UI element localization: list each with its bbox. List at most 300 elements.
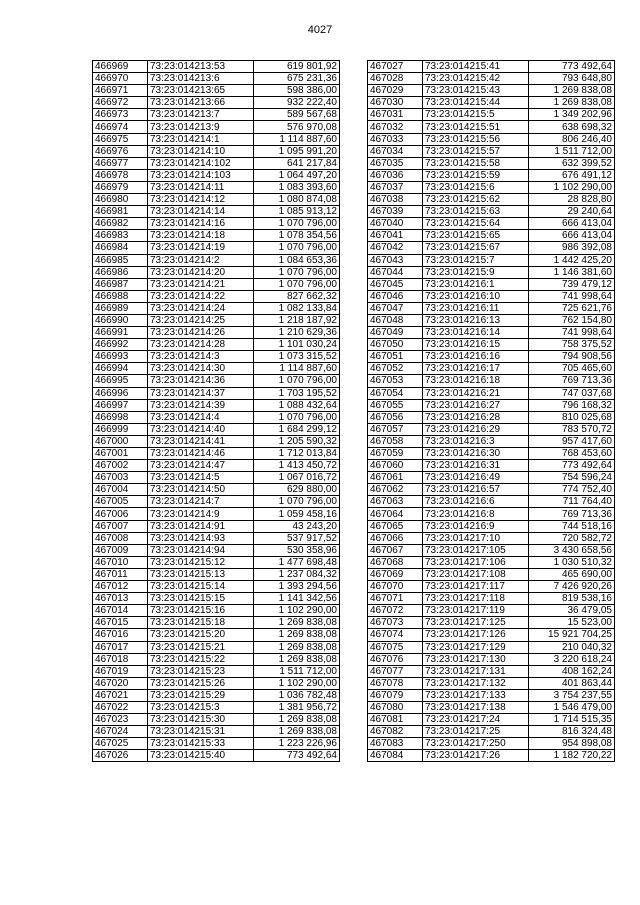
cadastral-number-cell: 73:23:014214:4 — [148, 411, 254, 423]
value-cell: 725 621,76 — [529, 302, 615, 314]
value-cell: 666 413,04 — [529, 230, 615, 242]
table-row — [93, 617, 340, 629]
table-row — [93, 85, 340, 97]
cadastral-number-cell: 73:23:014214:19 — [148, 242, 254, 254]
value-cell: 210 040,32 — [529, 641, 615, 653]
table-row — [93, 472, 340, 484]
cadastral-number-cell: 73:23:014213:9 — [148, 121, 254, 133]
row-number-cell: 467055 — [368, 399, 423, 411]
value-cell: 794 908,56 — [529, 351, 615, 363]
cadastral-number-cell: 73:23:014215:20 — [148, 629, 254, 641]
table-row — [368, 508, 615, 520]
cadastral-number-cell: 73:23:014214:46 — [148, 448, 254, 460]
row-number-cell: 467056 — [368, 411, 423, 423]
table-row — [368, 133, 615, 145]
value-cell: 1 141 342,56 — [254, 593, 340, 605]
cadastral-number-cell: 73:23:014216:10 — [423, 290, 529, 302]
row-number-cell: 466982 — [93, 218, 148, 230]
table-row — [368, 665, 615, 677]
cadastral-number-cell: 73:23:014217:130 — [423, 653, 529, 665]
table-row — [368, 520, 615, 532]
cadastral-number-cell: 73:23:014217:132 — [423, 677, 529, 689]
table-row — [368, 194, 615, 206]
table-row — [368, 375, 615, 387]
table-row — [93, 411, 340, 423]
table-row — [368, 556, 615, 568]
value-cell: 1 082 133,84 — [254, 302, 340, 314]
table-row — [93, 133, 340, 145]
cadastral-number-cell: 73:23:014214:93 — [148, 532, 254, 544]
table-row — [368, 472, 615, 484]
table-row — [93, 605, 340, 617]
value-cell: 530 358,96 — [254, 544, 340, 556]
table-row — [93, 375, 340, 387]
cadastral-number-cell: 73:23:014215:51 — [423, 121, 529, 133]
table-row — [93, 399, 340, 411]
row-number-cell: 467042 — [368, 242, 423, 254]
row-number-cell: 466973 — [93, 109, 148, 121]
table-row — [368, 750, 615, 762]
table-row — [93, 242, 340, 254]
row-number-cell: 466976 — [93, 145, 148, 157]
table-row — [368, 181, 615, 193]
value-cell: 7 426 920,26 — [529, 581, 615, 593]
cadastral-number-cell: 73:23:014215:23 — [148, 665, 254, 677]
cadastral-number-cell: 73:23:014216:6 — [423, 496, 529, 508]
row-number-cell: 466979 — [93, 181, 148, 193]
value-cell: 783 570,72 — [529, 423, 615, 435]
cadastral-number-cell: 73:23:014217:10 — [423, 532, 529, 544]
cadastral-number-cell: 73:23:014215:3 — [148, 701, 254, 713]
cadastral-number-cell: 73:23:014215:6 — [423, 181, 529, 193]
table-row — [93, 677, 340, 689]
table-row — [93, 484, 340, 496]
table-row — [93, 508, 340, 520]
cadastral-number-cell: 73:23:014215:59 — [423, 169, 529, 181]
cadastral-number-cell: 73:23:014215:62 — [423, 194, 529, 206]
cadastral-number-cell: 73:23:014214:36 — [148, 375, 254, 387]
value-cell: 465 690,00 — [529, 568, 615, 580]
table-row — [93, 97, 340, 109]
table-row — [93, 653, 340, 665]
cadastral-number-cell: 73:23:014216:3 — [423, 435, 529, 447]
row-number-cell: 467029 — [368, 85, 423, 97]
cadastral-number-cell: 73:23:014217:25 — [423, 726, 529, 738]
cadastral-number-cell: 73:23:014215:29 — [148, 689, 254, 701]
cadastral-number-cell: 73:23:014214:5 — [148, 472, 254, 484]
cadastral-number-cell: 73:23:014214:12 — [148, 194, 254, 206]
value-cell: 1 714 515,35 — [529, 714, 615, 726]
row-number-cell: 466980 — [93, 194, 148, 206]
value-cell: 598 386,00 — [254, 85, 340, 97]
cadastral-number-cell: 73:23:014214:7 — [148, 496, 254, 508]
table-row — [368, 278, 615, 290]
row-number-cell: 467052 — [368, 363, 423, 375]
row-number-cell: 467009 — [93, 544, 148, 556]
table-row — [368, 157, 615, 169]
value-cell: 1 070 796,00 — [254, 496, 340, 508]
cadastral-number-cell: 73:23:014215:12 — [148, 556, 254, 568]
value-cell: 29 240,64 — [529, 206, 615, 218]
cadastral-number-cell: 73:23:014214:11 — [148, 181, 254, 193]
table-row — [368, 605, 615, 617]
value-cell: 774 752,40 — [529, 484, 615, 496]
value-cell: 1 413 450,72 — [254, 460, 340, 472]
table-row — [368, 218, 615, 230]
row-number-cell: 467023 — [93, 714, 148, 726]
table-row — [368, 266, 615, 278]
value-cell: 1 102 290,00 — [254, 605, 340, 617]
row-number-cell: 466974 — [93, 121, 148, 133]
value-cell: 1 269 838,08 — [254, 653, 340, 665]
table-row — [368, 677, 615, 689]
value-cell: 1 070 796,00 — [254, 411, 340, 423]
cadastral-number-cell: 73:23:014214:21 — [148, 278, 254, 290]
table-row — [93, 181, 340, 193]
value-cell: 827 662,32 — [254, 290, 340, 302]
table-row — [368, 314, 615, 326]
row-number-cell: 466996 — [93, 387, 148, 399]
cadastral-number-cell: 73:23:014215:22 — [148, 653, 254, 665]
row-number-cell: 467057 — [368, 423, 423, 435]
row-number-cell: 467049 — [368, 327, 423, 339]
table-row — [93, 254, 340, 266]
row-number-cell: 467003 — [93, 472, 148, 484]
value-cell: 1 223 226,96 — [254, 738, 340, 750]
row-number-cell: 467004 — [93, 484, 148, 496]
table-row — [93, 435, 340, 447]
row-number-cell: 467066 — [368, 532, 423, 544]
row-number-cell: 467067 — [368, 544, 423, 556]
value-cell: 1 085 913,12 — [254, 206, 340, 218]
table-row — [368, 169, 615, 181]
row-number-cell: 467076 — [368, 653, 423, 665]
row-number-cell: 466983 — [93, 230, 148, 242]
table-row — [93, 629, 340, 641]
value-cell: 1 073 315,52 — [254, 351, 340, 363]
value-cell: 1 218 187,92 — [254, 314, 340, 326]
row-number-cell: 466991 — [93, 327, 148, 339]
table-row — [93, 581, 340, 593]
value-cell: 1 070 796,00 — [254, 375, 340, 387]
row-number-cell: 467036 — [368, 169, 423, 181]
value-cell: 819 538,16 — [529, 593, 615, 605]
cadastral-number-cell: 73:23:014214:30 — [148, 363, 254, 375]
table-row — [368, 689, 615, 701]
table-row — [368, 61, 615, 73]
value-cell: 1 703 195,52 — [254, 387, 340, 399]
row-number-cell: 466978 — [93, 169, 148, 181]
value-cell: 754 596,24 — [529, 472, 615, 484]
value-cell: 15 921 704,25 — [529, 629, 615, 641]
cadastral-number-cell: 73:23:014216:1 — [423, 278, 529, 290]
row-number-cell: 466977 — [93, 157, 148, 169]
table-row — [93, 532, 340, 544]
cadastral-number-cell: 73:23:014216:16 — [423, 351, 529, 363]
cadastral-number-cell: 73:23:014215:57 — [423, 145, 529, 157]
table-row — [368, 206, 615, 218]
row-number-cell: 467071 — [368, 593, 423, 605]
value-cell: 3 220 618,24 — [529, 653, 615, 665]
cadastral-number-cell: 73:23:014214:26 — [148, 327, 254, 339]
row-number-cell: 466990 — [93, 314, 148, 326]
row-number-cell: 467070 — [368, 581, 423, 593]
cadastral-number-cell: 73:23:014215:58 — [423, 157, 529, 169]
value-cell: 619 801,92 — [254, 61, 340, 73]
row-number-cell: 467062 — [368, 484, 423, 496]
cadastral-number-cell: 73:23:014214:40 — [148, 423, 254, 435]
row-number-cell: 467030 — [368, 97, 423, 109]
cadastral-number-cell: 73:23:014214:3 — [148, 351, 254, 363]
table-row — [93, 714, 340, 726]
row-number-cell: 467074 — [368, 629, 423, 641]
cadastral-number-cell: 73:23:014214:14 — [148, 206, 254, 218]
cadastral-number-cell: 73:23:014215:9 — [423, 266, 529, 278]
table-row — [368, 460, 615, 472]
table-row — [93, 701, 340, 713]
cadastral-number-cell: 73:23:014214:102 — [148, 157, 254, 169]
cadastral-number-cell: 73:23:014215:67 — [423, 242, 529, 254]
value-cell: 1 269 838,08 — [529, 97, 615, 109]
cadastral-number-cell: 73:23:014216:9 — [423, 520, 529, 532]
row-number-cell: 466970 — [93, 73, 148, 85]
row-number-cell: 467048 — [368, 314, 423, 326]
value-cell: 932 222,40 — [254, 97, 340, 109]
value-cell: 1 070 796,00 — [254, 278, 340, 290]
row-number-cell: 467008 — [93, 532, 148, 544]
value-cell: 1 070 796,00 — [254, 218, 340, 230]
table-row — [368, 254, 615, 266]
cadastral-number-cell: 73:23:014214:16 — [148, 218, 254, 230]
row-number-cell: 467079 — [368, 689, 423, 701]
row-number-cell: 467080 — [368, 701, 423, 713]
cadastral-number-cell: 73:23:014217:118 — [423, 593, 529, 605]
cadastral-number-cell: 73:23:014216:27 — [423, 399, 529, 411]
value-cell: 1 182 720,22 — [529, 750, 615, 762]
cadastral-number-cell: 73:23:014217:119 — [423, 605, 529, 617]
value-cell: 816 324,48 — [529, 726, 615, 738]
value-cell: 15 523,00 — [529, 617, 615, 629]
value-cell: 1 511 712,00 — [529, 145, 615, 157]
row-number-cell: 467025 — [93, 738, 148, 750]
table-row — [368, 532, 615, 544]
table-row — [93, 194, 340, 206]
value-cell: 36 479,05 — [529, 605, 615, 617]
cadastral-number-cell: 73:23:014214:47 — [148, 460, 254, 472]
value-cell: 1 393 294,56 — [254, 581, 340, 593]
value-cell: 1 070 796,00 — [254, 242, 340, 254]
row-number-cell: 466972 — [93, 97, 148, 109]
row-number-cell: 466994 — [93, 363, 148, 375]
cadastral-number-cell: 73:23:014214:91 — [148, 520, 254, 532]
cadastral-number-cell: 73:23:014215:26 — [148, 677, 254, 689]
value-cell: 741 998,64 — [529, 327, 615, 339]
value-cell: 1 237 084,32 — [254, 568, 340, 580]
value-cell: 1 381 956,72 — [254, 701, 340, 713]
table-row — [368, 339, 615, 351]
table-row — [368, 351, 615, 363]
row-number-cell: 466986 — [93, 266, 148, 278]
value-cell: 773 492,64 — [529, 61, 615, 73]
value-cell: 666 413,04 — [529, 218, 615, 230]
value-cell: 537 917,52 — [254, 532, 340, 544]
value-cell: 1 084 653,36 — [254, 254, 340, 266]
row-number-cell: 467012 — [93, 581, 148, 593]
table-row — [368, 302, 615, 314]
cadastral-number-cell: 73:23:014213:66 — [148, 97, 254, 109]
table-row — [368, 617, 615, 629]
table-row — [93, 73, 340, 85]
row-number-cell: 467024 — [93, 726, 148, 738]
cadastral-number-cell: 73:23:014215:64 — [423, 218, 529, 230]
row-number-cell: 467021 — [93, 689, 148, 701]
cadastral-number-cell: 73:23:014216:14 — [423, 327, 529, 339]
value-cell: 1 269 838,08 — [254, 714, 340, 726]
value-cell: 1 477 698,48 — [254, 556, 340, 568]
table-row — [93, 448, 340, 460]
table-row — [368, 387, 615, 399]
row-number-cell: 467001 — [93, 448, 148, 460]
table-row — [93, 327, 340, 339]
table-row — [93, 266, 340, 278]
value-cell: 1 269 838,08 — [254, 641, 340, 653]
cadastral-number-cell: 73:23:014213:65 — [148, 85, 254, 97]
table-row — [368, 145, 615, 157]
row-number-cell: 467028 — [368, 73, 423, 85]
row-number-cell: 466993 — [93, 351, 148, 363]
right-table-body — [368, 61, 615, 762]
value-cell: 705 465,60 — [529, 363, 615, 375]
value-cell: 1 030 510,32 — [529, 556, 615, 568]
cadastral-number-cell: 73:23:014217:133 — [423, 689, 529, 701]
cadastral-number-cell: 73:23:014215:43 — [423, 85, 529, 97]
cadastral-number-cell: 73:23:014214:25 — [148, 314, 254, 326]
row-number-cell: 466997 — [93, 399, 148, 411]
row-number-cell: 467068 — [368, 556, 423, 568]
row-number-cell: 466975 — [93, 133, 148, 145]
left-register-table — [92, 60, 340, 762]
table-row — [368, 653, 615, 665]
table-row — [368, 484, 615, 496]
cadastral-number-cell: 73:23:014215:31 — [148, 726, 254, 738]
row-number-cell: 467044 — [368, 266, 423, 278]
cadastral-number-cell: 73:23:014217:126 — [423, 629, 529, 641]
cadastral-number-cell: 73:23:014217:131 — [423, 665, 529, 677]
row-number-cell: 467032 — [368, 121, 423, 133]
row-number-cell: 467002 — [93, 460, 148, 472]
value-cell: 401 863,44 — [529, 677, 615, 689]
cadastral-number-cell: 73:23:014215:18 — [148, 617, 254, 629]
row-number-cell: 467039 — [368, 206, 423, 218]
cadastral-number-cell: 73:23:014214:39 — [148, 399, 254, 411]
value-cell: 773 492,64 — [254, 750, 340, 762]
cadastral-number-cell: 73:23:014214:18 — [148, 230, 254, 242]
value-cell: 1 102 290,00 — [254, 677, 340, 689]
value-cell: 768 453,60 — [529, 448, 615, 460]
row-number-cell: 466992 — [93, 339, 148, 351]
value-cell: 769 713,36 — [529, 508, 615, 520]
table-row — [93, 738, 340, 750]
row-number-cell: 467054 — [368, 387, 423, 399]
value-cell: 741 998,64 — [529, 290, 615, 302]
row-number-cell: 467027 — [368, 61, 423, 73]
value-cell: 1 146 381,60 — [529, 266, 615, 278]
row-number-cell: 466995 — [93, 375, 148, 387]
value-cell: 1 095 991,20 — [254, 145, 340, 157]
table-row — [368, 544, 615, 556]
table-row — [368, 581, 615, 593]
value-cell: 762 154,80 — [529, 314, 615, 326]
value-cell: 1 442 425,20 — [529, 254, 615, 266]
table-row — [93, 157, 340, 169]
cadastral-number-cell: 73:23:014215:5 — [423, 109, 529, 121]
row-number-cell: 467060 — [368, 460, 423, 472]
value-cell: 676 491,12 — [529, 169, 615, 181]
value-cell: 1 269 838,08 — [529, 85, 615, 97]
row-number-cell: 467046 — [368, 290, 423, 302]
table-row — [368, 568, 615, 580]
cadastral-number-cell: 73:23:014215:14 — [148, 581, 254, 593]
value-cell: 1 059 458,16 — [254, 508, 340, 520]
value-cell: 576 970,08 — [254, 121, 340, 133]
cadastral-number-cell: 73:23:014217:125 — [423, 617, 529, 629]
row-number-cell: 467015 — [93, 617, 148, 629]
table-row — [93, 206, 340, 218]
cadastral-number-cell: 73:23:014215:15 — [148, 593, 254, 605]
table-row — [93, 460, 340, 472]
value-cell: 720 582,72 — [529, 532, 615, 544]
value-cell: 3 430 658,56 — [529, 544, 615, 556]
value-cell: 408 162,24 — [529, 665, 615, 677]
table-row — [368, 363, 615, 375]
cadastral-number-cell: 73:23:014215:41 — [423, 61, 529, 73]
table-row — [368, 290, 615, 302]
cadastral-number-cell: 73:23:014214:94 — [148, 544, 254, 556]
row-number-cell: 467019 — [93, 665, 148, 677]
table-row — [368, 738, 615, 750]
value-cell: 1 684 299,12 — [254, 423, 340, 435]
cadastral-number-cell: 73:23:014216:31 — [423, 460, 529, 472]
row-number-cell: 466981 — [93, 206, 148, 218]
row-number-cell: 467022 — [93, 701, 148, 713]
value-cell: 758 375,52 — [529, 339, 615, 351]
row-number-cell: 466971 — [93, 85, 148, 97]
table-row — [93, 496, 340, 508]
value-cell: 1 511 712,00 — [254, 665, 340, 677]
cadastral-number-cell: 73:23:014214:50 — [148, 484, 254, 496]
table-row — [93, 544, 340, 556]
table-row — [368, 85, 615, 97]
row-number-cell: 467084 — [368, 750, 423, 762]
right-register-table — [367, 60, 615, 762]
table-row — [368, 629, 615, 641]
cadastral-number-cell: 73:23:014216:29 — [423, 423, 529, 435]
value-cell: 744 518,16 — [529, 520, 615, 532]
row-number-cell: 467010 — [93, 556, 148, 568]
table-row — [93, 520, 340, 532]
cadastral-number-cell: 73:23:014214:22 — [148, 290, 254, 302]
cadastral-number-cell: 73:23:014214:103 — [148, 169, 254, 181]
value-cell: 638 698,32 — [529, 121, 615, 133]
cadastral-number-cell: 73:23:014217:250 — [423, 738, 529, 750]
value-cell: 1 210 629,36 — [254, 327, 340, 339]
row-number-cell: 467053 — [368, 375, 423, 387]
cadastral-number-cell: 73:23:014217:129 — [423, 641, 529, 653]
row-number-cell: 467013 — [93, 593, 148, 605]
cadastral-number-cell: 73:23:014214:24 — [148, 302, 254, 314]
cadastral-number-cell: 73:23:014215:16 — [148, 605, 254, 617]
table-row — [368, 701, 615, 713]
